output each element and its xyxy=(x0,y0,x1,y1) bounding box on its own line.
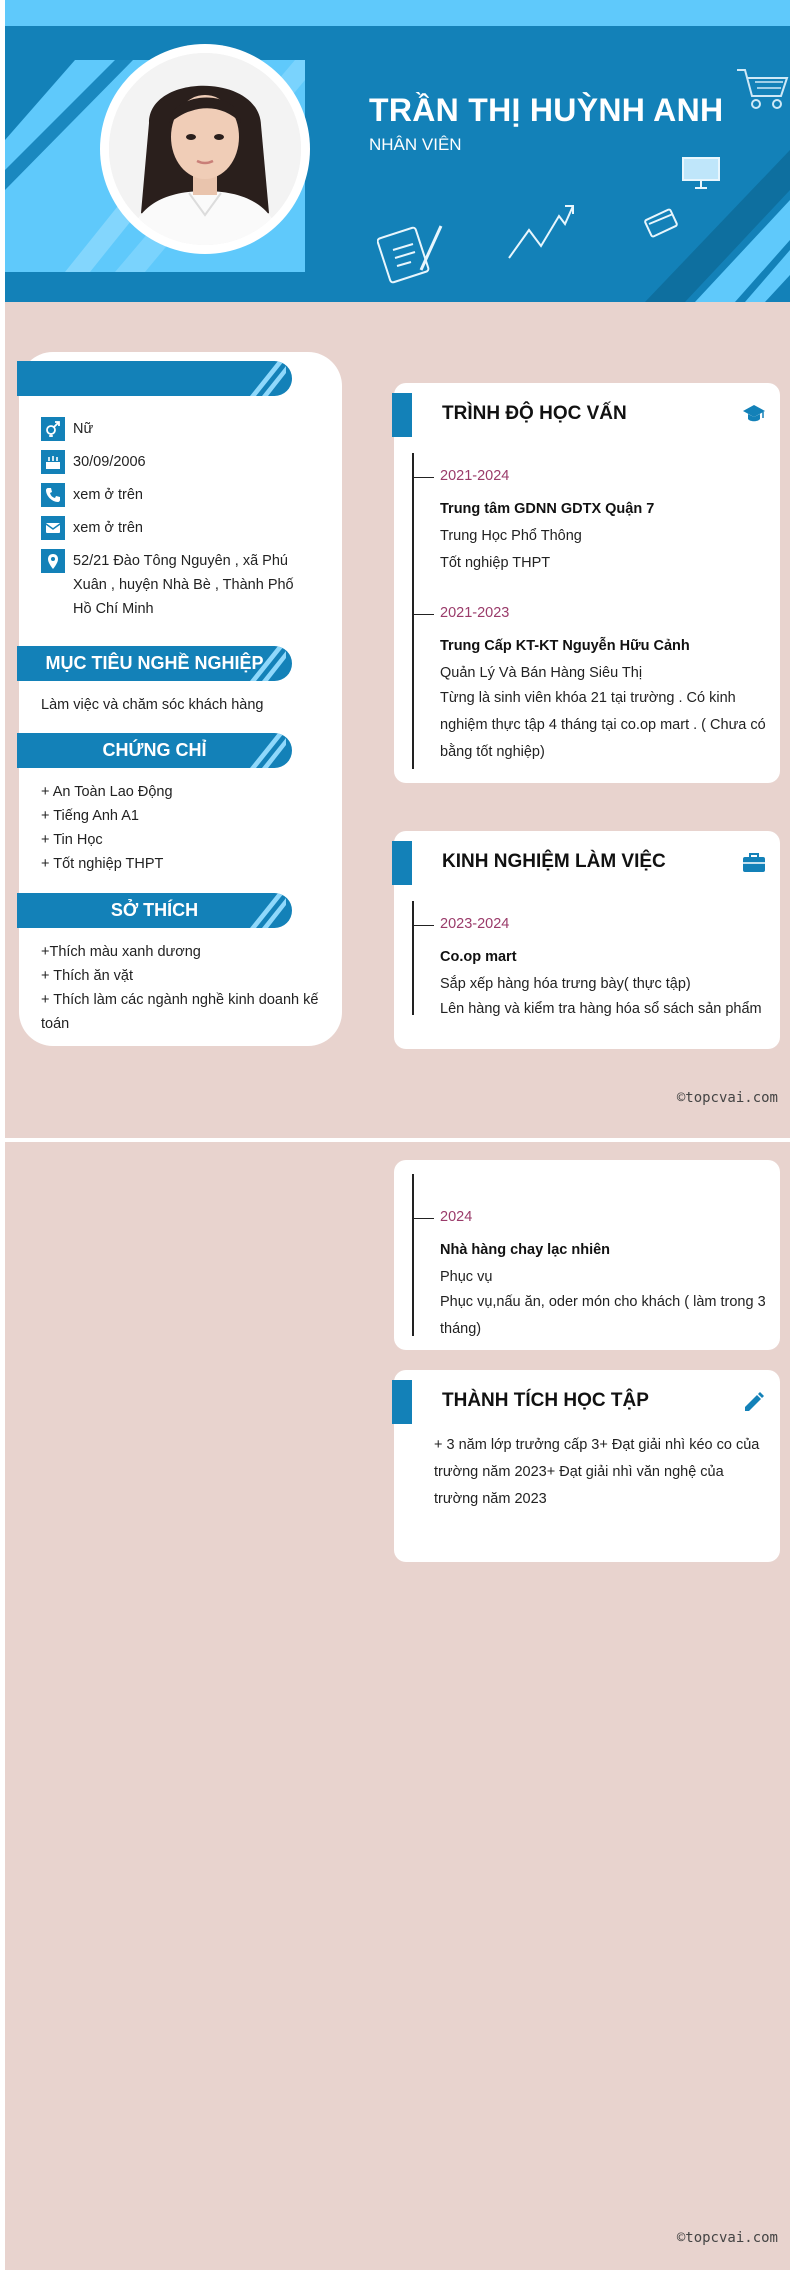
certificate-item: + An Toàn Lao Động xyxy=(41,784,173,800)
education-date: 2021-2023 xyxy=(440,605,510,621)
hobby-item: +Thích màu xanh dương xyxy=(41,944,201,960)
watermark: ©topcvai.com xyxy=(676,1090,778,1106)
education-detail: Từng là sinh viên khóa 21 tại trường . Có kinh nghiệm thực tập 4 tháng tại co.op mart . ( Chưa có bằng tốt nghiệp) xyxy=(440,690,766,760)
phone-icon xyxy=(41,483,65,507)
avatar xyxy=(109,53,301,245)
birthday-row xyxy=(41,450,313,474)
address-row xyxy=(41,549,313,621)
phone-value: xem ở trên xyxy=(73,487,143,503)
education-card xyxy=(394,383,780,783)
candidate-role: NHÂN VIÊN xyxy=(369,135,462,154)
experience-detail: Phục vụ,nấu ăn, oder món cho khách ( làm trong 3 tháng) xyxy=(440,1294,766,1337)
achievements-text: + 3 năm lớp trưởng cấp 3+ Đạt giải nhì kéo co của trường năm 2023+ Đạt giải nhì văn nghệ của trường năm 2023 xyxy=(434,1437,760,1507)
experience-timeline xyxy=(412,901,414,1015)
card-accent-bar xyxy=(392,1380,412,1424)
watermark: ©topcvai.com xyxy=(676,2230,778,2246)
email-row xyxy=(41,516,313,540)
experience-date: 2023-2024 xyxy=(440,916,510,932)
certificates-ribbon xyxy=(17,733,292,768)
timeline-tick xyxy=(412,614,434,615)
address-value: 52/21 Đào Tông Nguyên , xã Phú Xuân , huyện Nhà Bè , Thành Phố Hồ Chí Minh xyxy=(73,553,294,617)
card-accent-bar xyxy=(392,393,412,437)
achievements-title: THÀNH TÍCH HỌC TẬP xyxy=(442,1390,649,1411)
education-card-header xyxy=(394,383,780,443)
ribbon-stripes xyxy=(226,361,286,396)
education-timeline xyxy=(412,453,414,769)
timeline-tick xyxy=(412,1218,434,1219)
experience-detail: Sắp xếp hàng hóa trưng bày( thực tập) xyxy=(440,976,691,992)
phone-row xyxy=(41,483,313,507)
certificates-title: CHỨNG CHỈ xyxy=(102,740,207,760)
cart-icon xyxy=(735,66,790,112)
card-accent-bar xyxy=(392,841,412,885)
timeline-tick xyxy=(412,925,434,926)
certificate-item: + Tiếng Anh A1 xyxy=(41,808,139,824)
education-date: 2021-2024 xyxy=(440,468,510,484)
hobby-item: + Thích làm các ngành nghề kinh doanh kế toán xyxy=(41,992,319,1032)
hobbies-ribbon xyxy=(17,893,292,928)
education-detail: Trung Học Phổ Thông xyxy=(440,528,582,544)
experience-card xyxy=(394,831,780,1049)
cv-page-1 xyxy=(5,0,790,1138)
personal-info-ribbon xyxy=(17,361,292,396)
ribbon-stripes xyxy=(226,733,286,768)
education-detail: Quản Lý Và Bán Hàng Siêu Thị xyxy=(440,665,643,681)
experience-timeline xyxy=(412,1174,414,1336)
experience-card-header xyxy=(394,831,780,891)
certificate-item: + Tin Học xyxy=(41,832,103,848)
cv-page-2 xyxy=(5,1142,790,2270)
graduation-cap-icon xyxy=(742,403,766,425)
objective-text: Làm việc và chăm sóc khách hàng xyxy=(41,697,264,713)
achievements-card xyxy=(394,1370,780,1562)
education-school: Trung Cấp KT-KT Nguyễn Hữu Cảnh xyxy=(440,638,690,654)
gender-icon xyxy=(41,417,65,441)
monitor-icon xyxy=(681,156,721,192)
card-icon xyxy=(641,206,681,242)
ribbon-stripes xyxy=(226,893,286,928)
birthday-value: 30/09/2006 xyxy=(73,454,146,470)
experience-detail: Lên hàng và kiểm tra hàng hóa sổ sách sản phẩm xyxy=(440,1001,762,1017)
certificate-item: + Tốt nghiệp THPT xyxy=(41,856,164,872)
experience-detail: Phục vụ xyxy=(440,1269,493,1285)
gender-value: Nữ xyxy=(73,421,94,437)
email-icon xyxy=(41,516,65,540)
objective-ribbon xyxy=(17,646,292,681)
gender-row xyxy=(41,417,313,441)
education-school: Trung tâm GDNN GDTX Quận 7 xyxy=(440,501,655,517)
certificates-list xyxy=(41,780,321,876)
achievements-card-header xyxy=(394,1370,780,1430)
experience-card-continued xyxy=(394,1160,780,1350)
hobby-item: + Thích ăn vặt xyxy=(41,968,134,984)
pencil-icon xyxy=(742,1390,766,1414)
experience-date: 2024 xyxy=(440,1209,473,1225)
cv-header xyxy=(5,0,790,302)
candidate-name: TRẦN THỊ HUỲNH ANH xyxy=(369,92,724,128)
portrait-photo xyxy=(109,53,301,245)
hobbies-title: SỞ THÍCH xyxy=(110,900,199,920)
timeline-tick xyxy=(412,477,434,478)
experience-company: Nhà hàng chay lạc nhiên xyxy=(440,1242,611,1258)
education-detail: Tốt nghiệp THPT xyxy=(440,555,551,571)
location-icon xyxy=(41,549,65,573)
briefcase-icon xyxy=(742,851,766,873)
email-value: xem ở trên xyxy=(73,520,143,536)
growth-chart-icon xyxy=(507,202,577,262)
experience-company: Co.op mart xyxy=(440,949,517,965)
cake-icon xyxy=(41,450,65,474)
objective-title: MỤC TIÊU NGHỀ NGHIỆP xyxy=(45,653,264,673)
experience-title: KINH NGHIỆM LÀM VIỆC xyxy=(442,851,666,872)
education-title: TRÌNH ĐỘ HỌC VẤN xyxy=(442,403,627,424)
clipboard-icon xyxy=(377,220,447,286)
hobbies-list xyxy=(41,940,321,1036)
